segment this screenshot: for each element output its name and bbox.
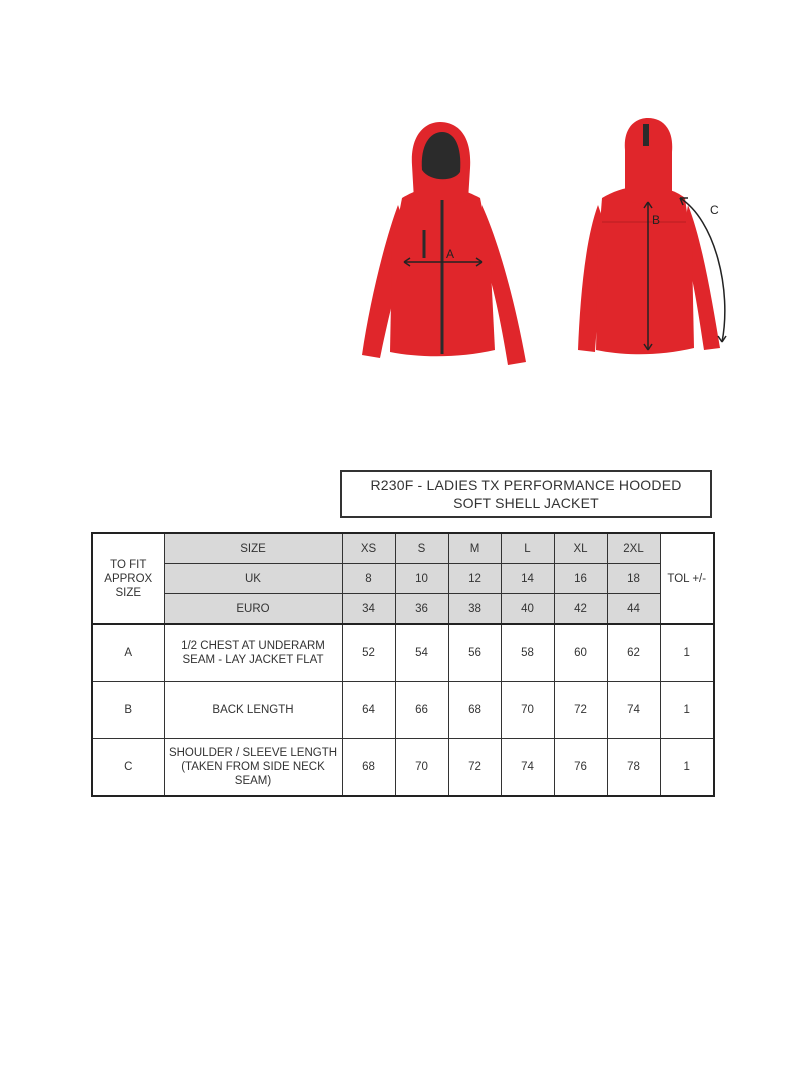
back-body	[596, 186, 694, 354]
product-title-box	[340, 470, 712, 518]
measurement-description: SHOULDER / SLEEVE LENGTH (TAKEN FROM SIDE NECK SEAM)	[164, 739, 342, 797]
euro-value: 40	[501, 594, 554, 625]
size-l: L	[501, 533, 554, 564]
size-xs: XS	[342, 533, 395, 564]
uk-value: 16	[554, 564, 607, 594]
measurement-value: 66	[395, 682, 448, 739]
measurement-tolerance: 1	[660, 682, 714, 739]
tolerance-label-cell: TOL +/-	[660, 533, 714, 624]
measurement-tolerance: 1	[660, 624, 714, 682]
measurement-value: 70	[501, 682, 554, 739]
measurement-value: 74	[501, 739, 554, 797]
measurement-code: A	[92, 624, 164, 682]
measurement-value: 60	[554, 624, 607, 682]
measure-c-label: C	[710, 203, 719, 217]
uk-row-label: UK	[164, 564, 342, 594]
table-row	[92, 624, 714, 682]
measurement-value: 76	[554, 739, 607, 797]
measure-a-label: A	[446, 247, 455, 261]
size-m: M	[448, 533, 501, 564]
measurement-value: 72	[554, 682, 607, 739]
size-row-label: SIZE	[164, 533, 342, 564]
measurement-tolerance: 1	[660, 739, 714, 797]
euro-value: 44	[607, 594, 660, 625]
measure-b-label: B	[652, 213, 661, 227]
measurement-value: 54	[395, 624, 448, 682]
measurement-value: 58	[501, 624, 554, 682]
measurement-value: 68	[448, 682, 501, 739]
product-title-line-1: R230F - LADIES TX PERFORMANCE HOODED	[370, 477, 682, 493]
product-title-line-2: SOFT SHELL JACKET	[453, 495, 599, 511]
euro-value: 42	[554, 594, 607, 625]
jacket-illustrations	[340, 110, 740, 380]
table-row	[92, 682, 714, 739]
measurement-description: BACK LENGTH	[164, 682, 342, 739]
uk-value: 14	[501, 564, 554, 594]
measurement-value: 78	[607, 739, 660, 797]
measurement-code: C	[92, 739, 164, 797]
size-row	[92, 533, 714, 564]
measurement-value: 74	[607, 682, 660, 739]
measurement-value: 62	[607, 624, 660, 682]
euro-value: 36	[395, 594, 448, 625]
measurement-value: 70	[395, 739, 448, 797]
uk-value: 18	[607, 564, 660, 594]
uk-row	[92, 564, 714, 594]
measurement-value: 52	[342, 624, 395, 682]
hood-toggle	[643, 124, 649, 146]
size-xl: XL	[554, 533, 607, 564]
euro-row-label: EURO	[164, 594, 342, 625]
fit-label-cell: TO FIT APPROX SIZE	[92, 533, 164, 624]
measurement-description: 1/2 CHEST AT UNDERARM SEAM - LAY JACKET FLAT	[164, 624, 342, 682]
jacket-front-view	[362, 122, 526, 365]
measurement-value: 72	[448, 739, 501, 797]
uk-value: 10	[395, 564, 448, 594]
size-2xl: 2XL	[607, 533, 660, 564]
measurement-code: B	[92, 682, 164, 739]
uk-value: 12	[448, 564, 501, 594]
euro-row	[92, 594, 714, 625]
euro-value: 38	[448, 594, 501, 625]
size-s: S	[395, 533, 448, 564]
size-chart-table	[91, 532, 715, 797]
jacket-diagram	[340, 110, 740, 380]
table-row	[92, 739, 714, 797]
measurement-value: 64	[342, 682, 395, 739]
uk-value: 8	[342, 564, 395, 594]
measurement-value: 68	[342, 739, 395, 797]
euro-value: 34	[342, 594, 395, 625]
measurement-value: 56	[448, 624, 501, 682]
jacket-back-view	[578, 118, 726, 354]
